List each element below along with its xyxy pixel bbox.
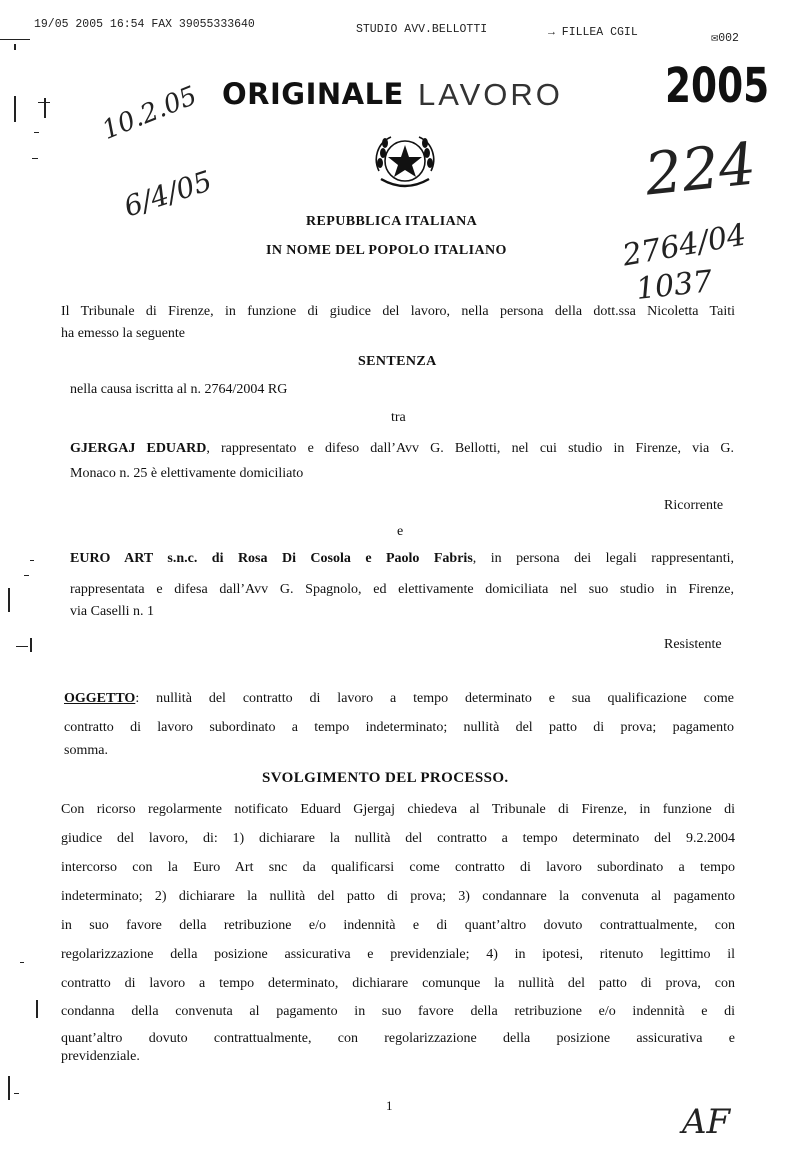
- e-label: e: [397, 524, 404, 539]
- resistente-role: Resistente: [664, 637, 722, 652]
- oggetto-label: OGGETTO: [64, 691, 136, 706]
- oggetto-line-1: [64, 685, 734, 713]
- margin-mark: [30, 560, 34, 561]
- margin-mark: [36, 1000, 38, 1018]
- margin-mark: [30, 638, 32, 652]
- fax-page: [711, 30, 739, 45]
- fax-header-rule: [0, 39, 30, 40]
- resistente-name: EURO ART s.n.c. di Rosa Di Cosola e Paolo Fabris: [70, 551, 473, 566]
- margin-mark: [34, 132, 39, 133]
- svolgimento-line: condanna della convenuta al pagamento in suo favore della retribuzione e/o indennità e di: [61, 1004, 735, 1019]
- intro-line-2: ha emesso la seguente: [61, 326, 186, 341]
- svolgimento-title: SVOLGIMENTO DEL PROCESSO.: [262, 770, 509, 786]
- fax-page-number: 002: [718, 32, 739, 45]
- ricorrente-line-2: Monaco n. 25 è elettivamente domiciliato: [70, 466, 304, 481]
- svolgimento-line: in suo favore della retribuzione e/o indennità e di quant’altro dovuto contrattualmente, con: [61, 918, 735, 933]
- fax-recipient: → FILLEA CGIL: [548, 26, 638, 39]
- svolgimento-last-line: previdenziale.: [61, 1049, 140, 1064]
- handwritten-number-2: 2764/04: [619, 217, 749, 274]
- margin-mark: [8, 1076, 10, 1100]
- handwritten-number-1: 224: [641, 129, 759, 209]
- margin-mark: [20, 962, 24, 963]
- oggetto-line-1-rest: : nullità del contratto di lavoro a tempo determinato e sua qualificazione come: [135, 691, 734, 706]
- margin-mark: [14, 1093, 19, 1094]
- header-people: IN NOME DEL POPOLO ITALIANO: [266, 243, 507, 258]
- margin-mark: [44, 98, 46, 118]
- stamp-original: ORIGINALE: [222, 77, 404, 111]
- resistente-line-2: rappresentata e difesa dall’Avv G. Spagnolo, ed elettivamente domiciliata nel suo studio in Firenze,: [70, 582, 734, 597]
- svolgimento-line: indeterminato; 2) dichiarare la nullità del patto di prova; 3) condannare la convenuta al pagamento: [61, 889, 735, 904]
- oggetto-line-3: somma.: [64, 743, 108, 758]
- header-republic: REPUBBLICA ITALIANA: [306, 214, 478, 229]
- handwritten-number-3: 1037: [634, 264, 714, 307]
- causa-line: nella causa iscritta al n. 2764/2004 RG: [70, 382, 288, 397]
- sentenza-title: SENTENZA: [358, 354, 437, 369]
- resistente-line-1: [70, 545, 734, 573]
- margin-mark: [32, 158, 38, 159]
- italian-republic-emblem-icon: [371, 131, 439, 195]
- handwritten-initials: AF: [682, 1102, 731, 1142]
- fax-page-icon: ✉: [711, 31, 719, 45]
- resistente-line-1-rest: , in persona dei legali rappresentanti,: [472, 551, 734, 566]
- ricorrente-name: GJERGAJ EDUARD: [70, 441, 207, 456]
- margin-mark: [24, 575, 29, 576]
- page-number: 1: [386, 1098, 393, 1113]
- svolgimento-line: contratto di lavoro a tempo determinato, dichiarare comunque la nullità del patto di prova, con: [61, 976, 735, 991]
- svolgimento-line: intercorso con la Euro Art snc da qualificarsi come contratto di lavoro subordinato a tempo: [61, 860, 735, 875]
- svolgimento-line: Con ricorso regolarmente notificato Eduard Gjergaj chiedeva al Tribunale di Firenze, in funzione di: [61, 802, 735, 817]
- intro-line-1: Il Tribunale di Firenze, in funzione di giudice del lavoro, nella persona della dott.ssa Nicoletta Taiti: [61, 304, 735, 319]
- handwritten-date-1: 10.2.05: [98, 80, 202, 146]
- margin-mark: [16, 646, 28, 647]
- fax-datetime: 19/05 2005 16:54 FAX 39055333640: [34, 18, 255, 31]
- ricorrente-role: Ricorrente: [664, 498, 724, 513]
- fax-sender: STUDIO AVV.BELLOTTI: [356, 23, 488, 36]
- margin-mark: [14, 96, 16, 122]
- oggetto-line-2: contratto di lavoro subordinato a tempo indeterminato; nullità del patto di prova; pagamento: [64, 720, 734, 735]
- ricorrente-line-1: [70, 435, 734, 463]
- resistente-line-3: via Caselli n. 1: [70, 604, 154, 619]
- svolgimento-line: quant’altro dovuto contrattualmente, con regolarizzazione della posizione assicurativa e: [61, 1031, 735, 1046]
- margin-mark: [38, 102, 50, 103]
- stamp-lavoro: LAVORO: [418, 77, 563, 112]
- svolgimento-line: giudice del lavoro, di: 1) dichiarare la nullità del contratto a tempo determinato del 9.2.2004: [61, 831, 735, 846]
- handwritten-date-2: 6/4/05: [120, 164, 216, 224]
- stamp-year: 2005: [665, 58, 770, 114]
- margin-mark: [8, 588, 10, 612]
- ricorrente-line-1-rest: , rappresentato e difeso dall’Avv G. Bellotti, nel cui studio in Firenze, via G.: [206, 441, 734, 456]
- tra-label: tra: [391, 410, 406, 425]
- svolgimento-line: regolarizzazione della posizione assicurativa e previdenziale; 4) in ipotesi, ritenuto legittimo il: [61, 947, 735, 962]
- margin-mark: [14, 44, 16, 50]
